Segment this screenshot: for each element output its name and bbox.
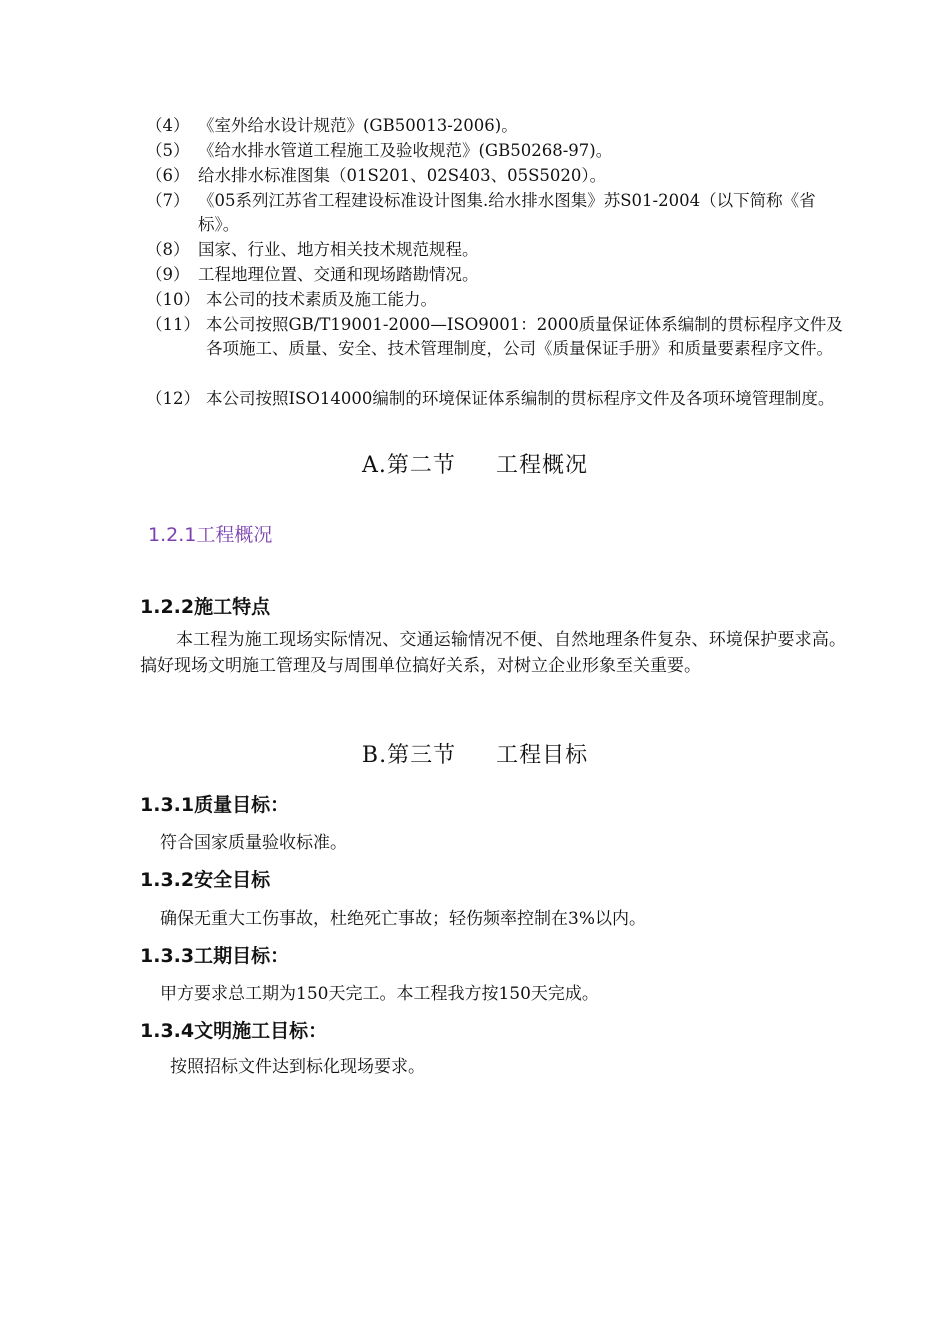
reference-number: （9） xyxy=(146,265,190,284)
subsection-1-3-1-heading: 1.3.1质量目标： xyxy=(140,794,290,816)
quality-target-text: 符合国家质量验收标准。 xyxy=(160,833,347,853)
section-a-title xyxy=(0,448,950,479)
reference-item xyxy=(146,189,846,237)
reference-text: 本公司按照GB/T19001-2000—ISO9001：2000质量保证体系编制的贯标程序文件及各项施工、质量、安全、技术管理制度，公司《质量保证手册》和质量要素程序文件。 xyxy=(206,315,843,358)
reference-text: 《05系列江苏省工程建设标准设计图集.给水排水图集》苏S01-2004（以下简称《省标》。 xyxy=(198,191,816,234)
reference-item xyxy=(146,263,846,287)
subsection-1-2-2-heading: 1.2.2施工特点 xyxy=(140,596,271,618)
reference-item xyxy=(146,114,846,138)
reference-text: 《给水排水管道工程施工及验收规范》(GB50268-97)。 xyxy=(198,141,613,160)
reference-item xyxy=(146,387,846,411)
section-b-name: 工程目标 xyxy=(496,743,589,768)
reference-text: 本公司按照ISO14000编制的环境保证体系编制的贯标程序文件及各项环境管理制度。 xyxy=(206,389,835,408)
reference-text: 《室外给水设计规范》(GB50013-2006)。 xyxy=(198,116,518,135)
schedule-target-text: 甲方要求总工期为150天完工。本工程我方按150天完成。 xyxy=(160,984,599,1004)
construction-features-paragraph: 本工程为施工现场实际情况、交通运输情况不便、自然地理条件复杂、环境保护要求高。搞好现场文明施工管理及与周围单位搞好关系，对树立企业形象至关重要。 xyxy=(140,630,846,676)
reference-item xyxy=(146,288,846,312)
reference-number: （4） xyxy=(146,116,190,135)
reference-item xyxy=(146,164,846,188)
safety-target-text: 确保无重大工伤事故，杜绝死亡事故；轻伤频率控制在3%以内。 xyxy=(160,909,646,929)
subsection-1-3-3-heading: 1.3.3工期目标： xyxy=(140,945,290,967)
reference-text: 给水排水标准图集（01S201、02S403、05S5020）。 xyxy=(198,166,607,185)
subsection-1-3-2-heading: 1.3.2安全目标 xyxy=(140,869,271,891)
subsection-1-2-1-heading: 1.2.1工程概况 xyxy=(148,524,273,546)
reference-number: （8） xyxy=(146,240,190,259)
section-b-prefix: B.第三节 xyxy=(361,743,457,768)
reference-number: （7） xyxy=(146,191,190,210)
reference-number: （12） xyxy=(146,389,200,408)
reference-number: （5） xyxy=(146,141,190,160)
reference-text: 工程地理位置、交通和现场踏勘情况。 xyxy=(198,265,479,284)
subsection-1-3-4-heading: 1.3.4文明施工目标： xyxy=(140,1020,328,1042)
reference-item xyxy=(146,313,846,361)
section-a-name: 工程概况 xyxy=(495,453,588,478)
section-b-title xyxy=(0,738,950,769)
reference-number: （11） xyxy=(146,315,200,334)
reference-text: 国家、行业、地方相关技术规范规程。 xyxy=(198,240,479,259)
civilized-construction-target-text: 按照招标文件达到标化现场要求。 xyxy=(170,1057,425,1077)
reference-item xyxy=(146,139,846,163)
reference-number: （10） xyxy=(146,290,200,309)
section-a-prefix: A.第二节 xyxy=(362,453,456,478)
reference-text: 本公司的技术素质及施工能力。 xyxy=(206,290,437,309)
reference-item xyxy=(146,238,846,262)
reference-number: （6） xyxy=(146,166,190,185)
